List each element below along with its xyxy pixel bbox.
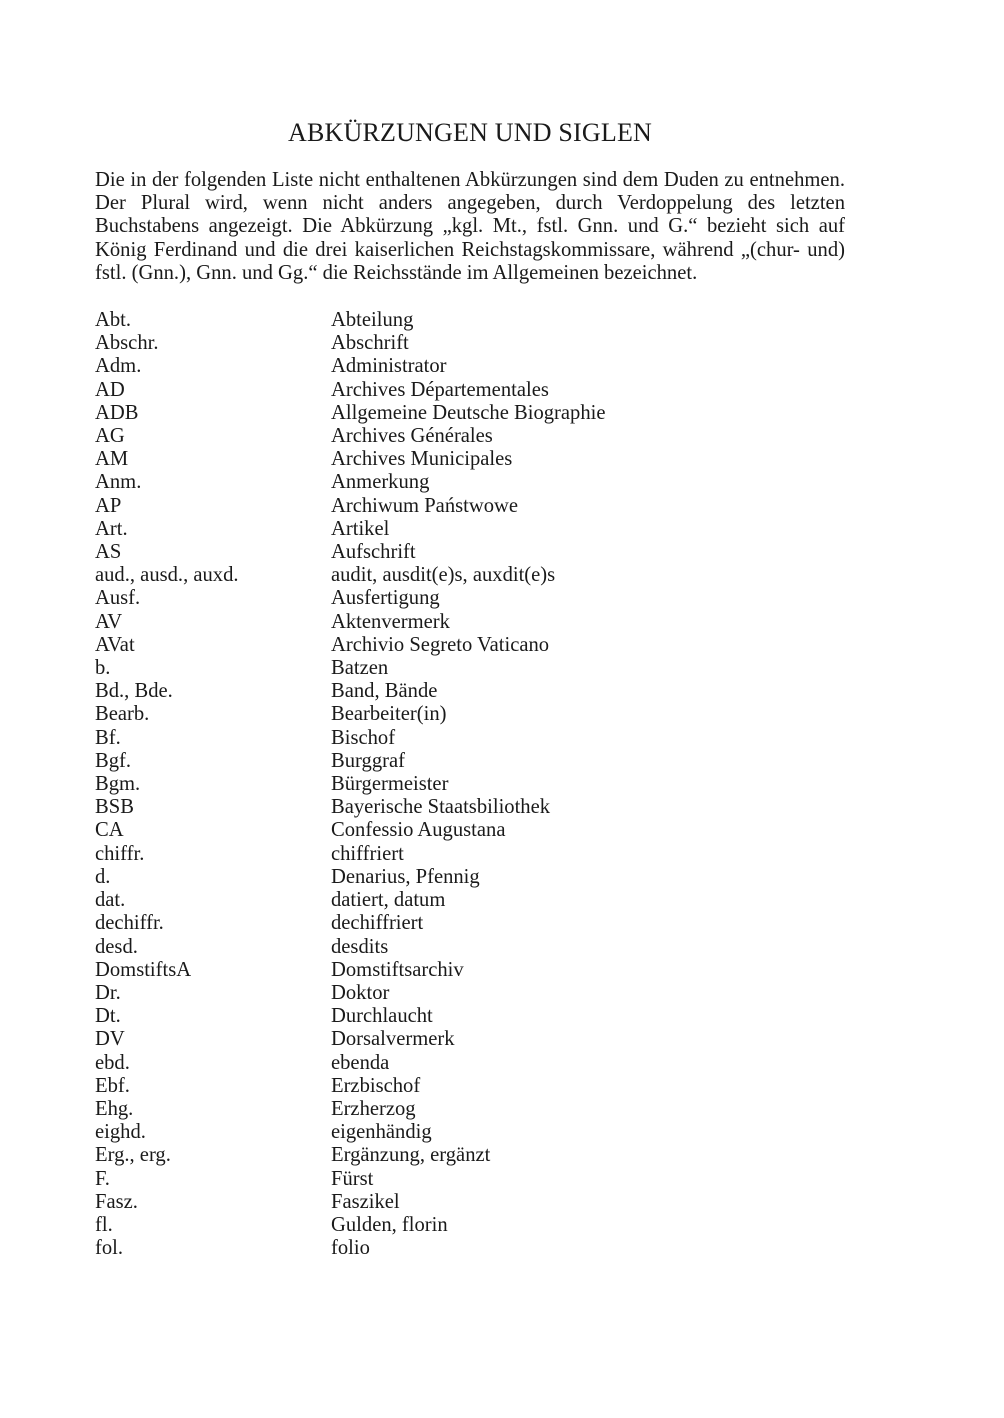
abbreviation-term: aud., ausd., auxd.	[95, 564, 239, 587]
abbreviation-meaning: Archives Départementales	[331, 378, 549, 401]
abbreviation-meaning: Dorsalvermerk	[331, 1028, 455, 1051]
abbreviation-row	[95, 611, 845, 634]
abbreviation-term: Ebf.	[95, 1074, 130, 1097]
abbreviation-term: F.	[95, 1167, 110, 1190]
intro-paragraph: Die in der folgenden Liste nicht enthaltenen Abkürzungen sind dem Duden zu entnehmen. Der Plural wird, wenn nicht anders angegeben, durch Verdoppelung des letzten Buchstabens angezeigt. Die Abkürzung „kgl. Mt., fstl. Gnn. und G.“ bezieht sich auf König Ferdinand und die drei kaiserlichen Reichstagskommissare, während „(chur- und) fstl. (Gnn.), Gnn. und Gg.“ die Reichsstände im Allgemeinen bezeichnet.	[95, 169, 845, 284]
abbreviation-row	[95, 657, 845, 680]
abbreviation-meaning: Allgemeine Deutsche Biographie	[331, 401, 606, 424]
abbreviation-meaning: Aufschrift	[331, 541, 416, 564]
abbreviation-row	[95, 587, 845, 610]
abbreviation-term: CA	[95, 819, 124, 842]
abbreviation-row	[95, 982, 845, 1005]
abbreviation-meaning: dechiffriert	[331, 912, 424, 935]
abbreviation-row	[95, 819, 845, 842]
abbreviation-row	[95, 936, 845, 959]
abbreviation-row	[95, 773, 845, 796]
abbreviation-row	[95, 959, 845, 982]
abbreviation-term: Dt.	[95, 1005, 121, 1028]
abbreviation-term: Ehg.	[95, 1097, 134, 1120]
abbreviation-term: fl.	[95, 1213, 113, 1236]
abbreviation-term: ebd.	[95, 1051, 130, 1074]
abbreviation-row	[95, 889, 845, 912]
abbreviation-row	[95, 634, 845, 657]
abbreviation-row	[95, 448, 845, 471]
abbreviation-meaning: audit, ausdit(e)s, auxdit(e)s	[331, 564, 556, 587]
abbreviation-meaning: Burggraf	[331, 749, 405, 772]
abbreviation-meaning: Gulden, florin	[331, 1213, 448, 1236]
abbreviation-row	[95, 727, 845, 750]
abbreviation-row	[95, 332, 845, 355]
abbreviation-term: DomstiftsA	[95, 958, 192, 981]
abbreviation-term: Art.	[95, 517, 128, 540]
abbreviation-row	[95, 1237, 845, 1260]
abbreviation-term: Ausf.	[95, 587, 141, 610]
abbreviation-meaning: eigenhändig	[331, 1121, 432, 1144]
abbreviation-row	[95, 1191, 845, 1214]
abbreviation-term: AM	[95, 448, 129, 471]
abbreviation-row	[95, 1005, 845, 1028]
abbreviation-meaning: Archivio Segreto Vaticano	[331, 633, 550, 656]
abbreviation-meaning: Confessio Augustana	[331, 819, 506, 842]
abbreviation-term: Anm.	[95, 471, 142, 494]
abbreviation-row	[95, 425, 845, 448]
document-page	[95, 117, 845, 1260]
abbreviation-term: AG	[95, 425, 125, 448]
abbreviation-term: desd.	[95, 935, 138, 958]
abbreviation-term: dechiffr.	[95, 912, 164, 935]
abbreviation-row	[95, 750, 845, 773]
abbreviation-row	[95, 1121, 845, 1144]
abbreviation-term: Erg., erg.	[95, 1144, 171, 1167]
abbreviation-row	[95, 843, 845, 866]
abbreviation-row	[95, 309, 845, 332]
abbreviation-meaning: Doktor	[331, 981, 390, 1004]
abbreviation-meaning: Archives Générales	[331, 425, 493, 448]
abbreviation-row	[95, 1052, 845, 1075]
abbreviation-meaning: Batzen	[331, 657, 389, 680]
abbreviation-term: BSB	[95, 796, 134, 819]
abbreviation-term: ADB	[95, 401, 139, 424]
abbreviation-row	[95, 1214, 845, 1237]
abbreviation-meaning: Faszikel	[331, 1190, 400, 1213]
abbreviation-meaning: Abschrift	[331, 332, 409, 355]
abbreviation-term: b.	[95, 657, 111, 680]
abbreviation-meaning: Archiwum Państwowe	[331, 494, 519, 517]
abbreviation-term: Bgm.	[95, 773, 141, 796]
abbreviation-meaning: Bürgermeister	[331, 773, 449, 796]
abbreviation-meaning: Bayerische Staatsbiliothek	[331, 796, 551, 819]
abbreviation-meaning: chiffriert	[331, 842, 404, 865]
abbreviation-meaning: Archives Municipales	[331, 448, 513, 471]
abbreviation-meaning: Ergänzung, ergänzt	[331, 1144, 491, 1167]
abbreviation-row	[95, 495, 845, 518]
abbreviation-meaning: Ausfertigung	[331, 587, 440, 610]
abbreviation-row	[95, 402, 845, 425]
abbreviation-term: AP	[95, 494, 122, 517]
abbreviation-meaning: Administrator	[331, 355, 447, 378]
abbreviation-term: AVat	[95, 633, 135, 656]
abbreviation-row	[95, 518, 845, 541]
abbreviation-meaning: Durchlaucht	[331, 1005, 433, 1028]
abbreviation-row	[95, 564, 845, 587]
abbreviation-term: d.	[95, 865, 111, 888]
abbreviation-term: Dr.	[95, 981, 121, 1004]
abbreviation-meaning: Erzbischof	[331, 1074, 421, 1097]
abbreviation-meaning: datiert, datum	[331, 889, 446, 912]
abbreviation-term: Bd., Bde.	[95, 680, 173, 703]
abbreviation-meaning: Artikel	[331, 517, 390, 540]
abbreviation-meaning: Anmerkung	[331, 471, 430, 494]
abbreviation-meaning: Bearbeiter(in)	[331, 703, 447, 726]
abbreviation-meaning: Bischof	[331, 726, 396, 749]
abbreviation-row	[95, 1028, 845, 1051]
abbreviation-term: Abschr.	[95, 332, 159, 355]
abbreviation-meaning: Aktenvermerk	[331, 610, 450, 633]
abbreviation-term: AV	[95, 610, 123, 633]
abbreviation-term: Bearb.	[95, 703, 150, 726]
abbreviation-row	[95, 355, 845, 378]
abbreviation-meaning: Denarius, Pfennig	[331, 865, 480, 888]
abbreviation-row	[95, 1075, 845, 1098]
abbreviation-row	[95, 1168, 845, 1191]
abbreviation-term: Abt.	[95, 309, 132, 332]
abbreviation-row	[95, 1098, 845, 1121]
abbreviation-meaning: Domstiftsarchiv	[331, 958, 464, 981]
abbreviation-row	[95, 796, 845, 819]
abbreviation-term: fol.	[95, 1237, 124, 1260]
abbreviation-term: AS	[95, 541, 122, 564]
abbreviation-term: Adm.	[95, 355, 142, 378]
abbreviation-term: eighd.	[95, 1121, 146, 1144]
abbreviation-row	[95, 1144, 845, 1167]
abbreviation-meaning: Erzherzog	[331, 1097, 416, 1120]
abbreviation-row	[95, 680, 845, 703]
abbreviation-meaning: Fürst	[331, 1167, 374, 1190]
abbreviation-row	[95, 471, 845, 494]
abbreviation-meaning: folio	[331, 1237, 370, 1260]
abbreviation-term: AD	[95, 378, 125, 401]
abbreviation-meaning: Abteilung	[331, 309, 414, 332]
page-title: ABKÜRZUNGEN UND SIGLEN	[287, 118, 653, 147]
abbreviation-term: Bgf.	[95, 749, 132, 772]
abbreviation-row	[95, 379, 845, 402]
abbreviation-meaning: ebenda	[331, 1051, 390, 1074]
abbreviation-meaning: Band, Bände	[331, 680, 438, 703]
abbreviation-term: Fasz.	[95, 1190, 138, 1213]
abbreviation-row	[95, 703, 845, 726]
abbreviation-row	[95, 866, 845, 889]
abbreviation-list	[95, 309, 845, 1260]
abbreviation-term: chiffr.	[95, 842, 145, 865]
abbreviation-meaning: desdits	[331, 935, 389, 958]
abbreviation-term: DV	[95, 1028, 125, 1051]
abbreviation-row	[95, 541, 845, 564]
abbreviation-term: dat.	[95, 889, 126, 912]
abbreviation-row	[95, 912, 845, 935]
abbreviation-term: Bf.	[95, 726, 121, 749]
